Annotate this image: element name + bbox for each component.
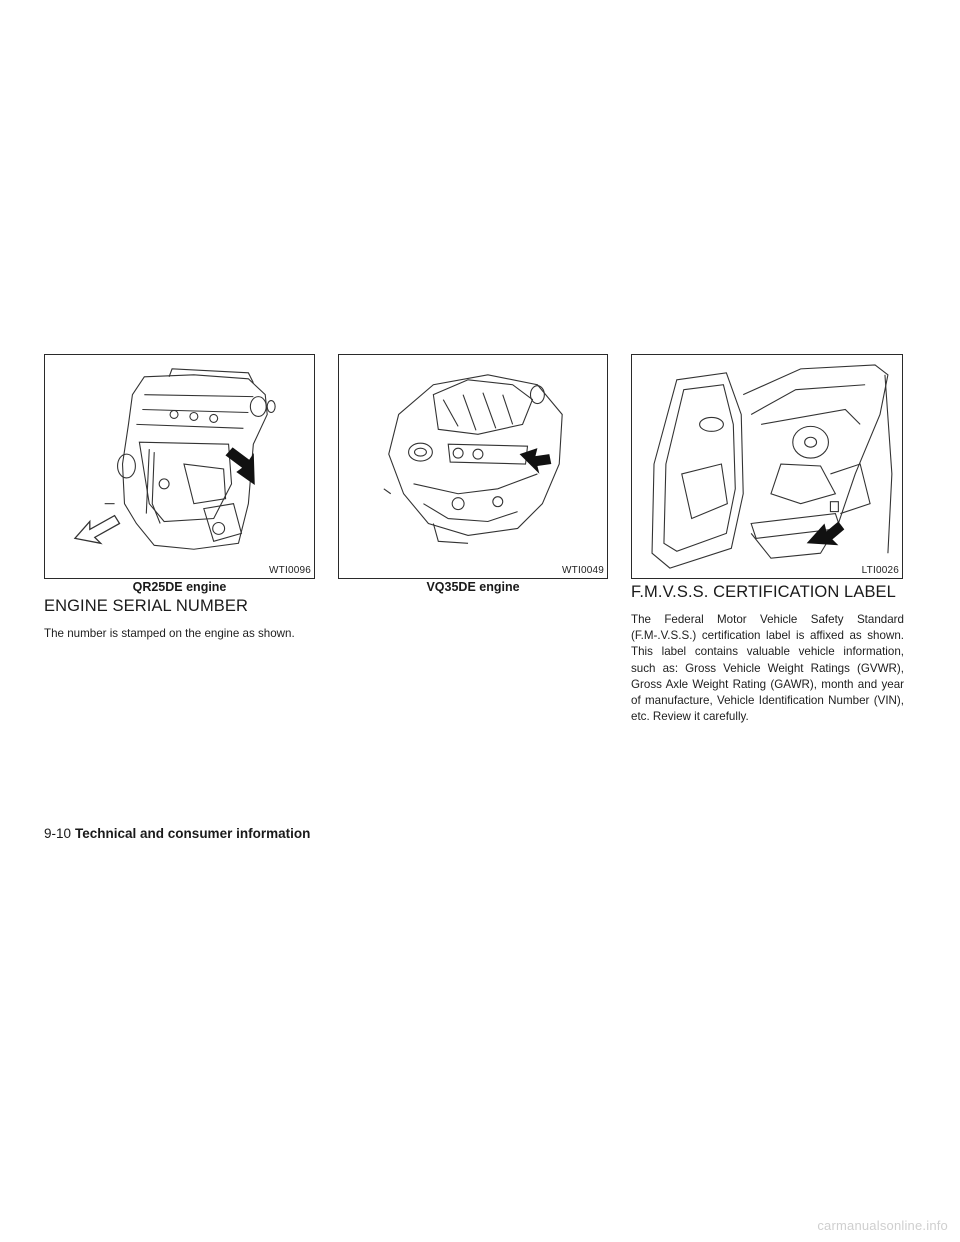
footer-section-title: Technical and consumer information (75, 826, 311, 841)
figure-code: WTI0049 (562, 565, 604, 576)
figure-code: LTI0026 (861, 565, 899, 576)
section-body-certification: The Federal Motor Vehicle Safety Standard (F.M-.V.S.S.) certification label is affixed as shown. This label contains valuable vehicle information, such as: Gross Vehicle Weight Ratings (GVWR), Gross Axle Weight Rating (GAWR), month and year of manufacture, Vehicle Identification Number (VIN), etc. Review it carefully. (631, 613, 904, 724)
page-footer (44, 826, 310, 841)
section-heading-engine-serial: ENGINE SERIAL NUMBER (44, 597, 249, 615)
vq35de-engine-illustration (339, 355, 607, 578)
qr25de-engine-illustration (45, 355, 314, 578)
page-number: 9-10 (44, 826, 72, 841)
section-body-engine-serial: The number is stamped on the engine as shown. (44, 627, 295, 640)
figure-door-label-location (631, 354, 903, 579)
figure-qr25de-engine (44, 354, 315, 579)
figure-caption: QR25DE engine (132, 580, 227, 594)
figure-vq35de-engine (338, 354, 608, 579)
figure-caption: VQ35DE engine (426, 580, 520, 594)
section-heading-certification: F.M.V.S.S. CERTIFICATION LABEL (631, 583, 896, 601)
figure-code: WTI0096 (269, 565, 311, 576)
open-door-illustration (632, 355, 902, 578)
watermark: carmanualsonline.info (817, 1218, 948, 1233)
